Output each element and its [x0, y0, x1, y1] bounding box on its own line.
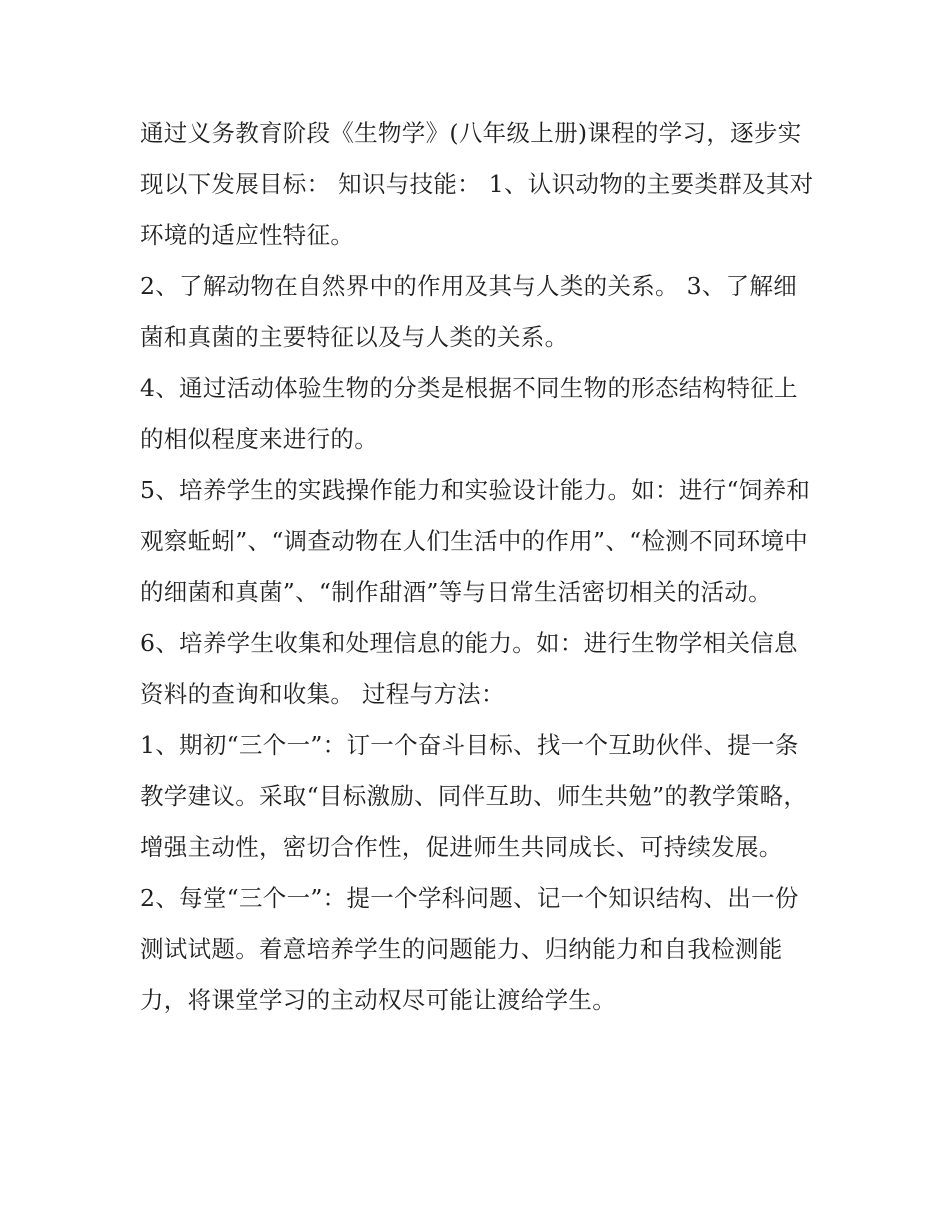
document-body — [140, 108, 820, 1026]
paragraph-method-1: 1、期初“三个一”：订一个奋斗目标、找一个互助伙伴、提一条教学建议。采取“目标激励、同伴互助、师生共勉”的教学策略，增强主动性，密切合作性，促进师生共同成长、可持续发展。 — [140, 731, 808, 861]
paragraph-item-4: 4、通过活动体验生物的分类是根据不同生物的形态结构特征上的相似程度来进行的。 — [140, 374, 798, 453]
paragraph-item-2: 2、了解动物在自然界中的作用及其与人类的关系。 3、了解细菌和真菌的主要特征以及与人类的关系。 — [140, 272, 798, 351]
paragraph-intro: 通过义务教育阶段《生物学》(八年级上册)课程的学习，逐步实现以下发展目标： 知识与技能： 1、认识动物的主要类群及其对环境的适应性特征。 — [140, 119, 814, 249]
paragraph-method-2: 2、每堂“三个一”：提一个学科问题、记一个知识结构、出一份测试试题。着意培养学生的问题能力、归纳能力和自我检测能力，将课堂学习的主动权尽可能让渡给学生。 — [140, 884, 799, 1014]
paragraph-item-6: 6、培养学生收集和处理信息的能力。如：进行生物学相关信息资料的查询和收集。 过程与方法： — [140, 629, 798, 708]
paragraph-item-5: 5、培养学生的实践操作能力和实验设计能力。如：进行“饲养和观察蚯蚓”、“调查动物在人们生活中的作用”、“检测不同环境中的细菌和真菌”、“制作甜酒”等与日常生活密切相关的活动。 — [140, 476, 811, 606]
